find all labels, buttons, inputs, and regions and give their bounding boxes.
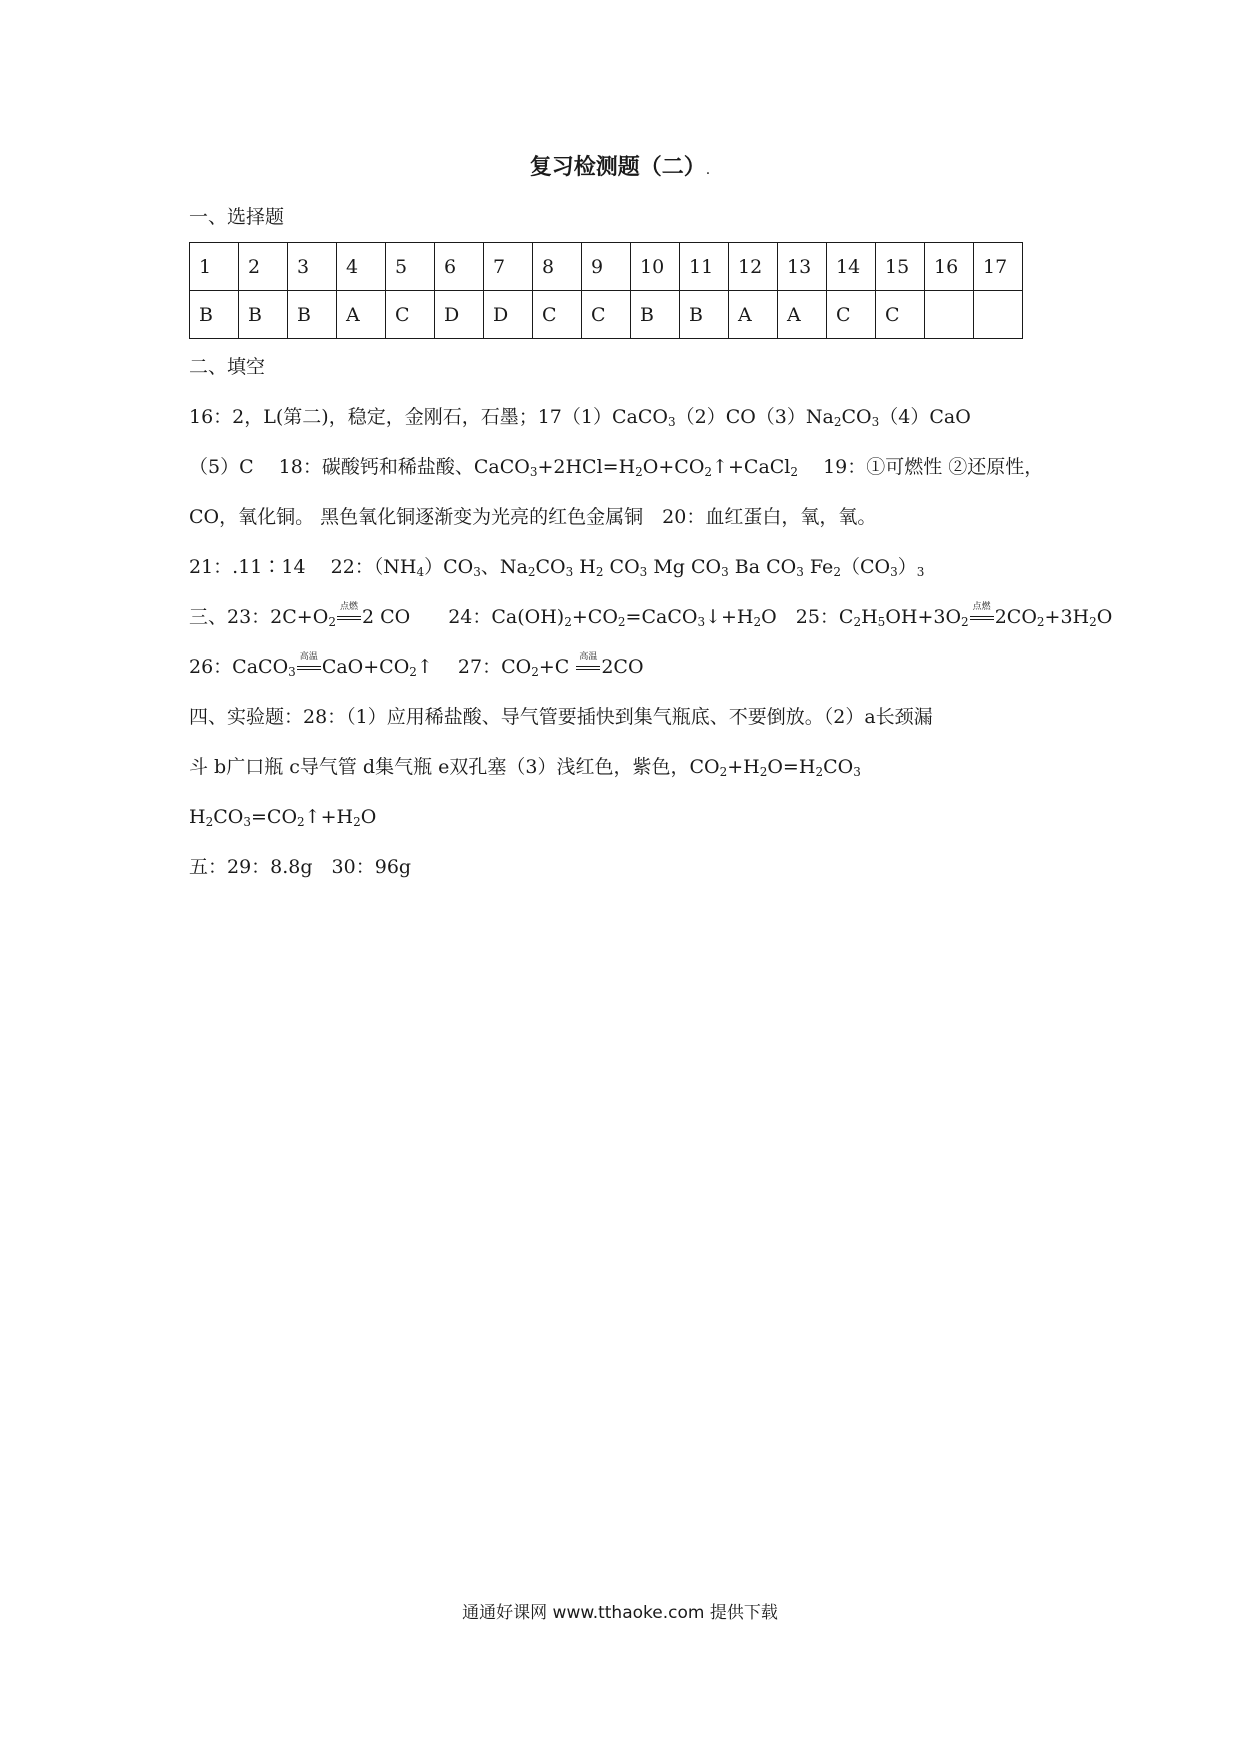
page-footer: 通通好课网 www.tthaoke.com 提供下载: [462, 1603, 778, 1623]
answer-cell: A: [778, 291, 827, 339]
question-number-row: [190, 243, 1023, 291]
answer-cell: C: [876, 291, 925, 339]
answer-cell: [925, 291, 974, 339]
answer-cell: C: [827, 291, 876, 339]
question-number: 7: [484, 243, 533, 291]
question-number: 11: [680, 243, 729, 291]
answer-table: [189, 242, 1023, 339]
answer-line-18-19: （5）C 18：碳酸钙和稀盐酸、$CaCO_3+2HCl=H_2O+CO_2↑+CaCl_2$ 19：①可燃性 ②还原性，: [189, 456, 1044, 479]
answer-line-16-17: 16：2，L(第二)，稳定，金刚石，石墨；$17(1)CaCO_3(2)CO(3)Na_2CO_3(4)CaO$: [189, 406, 971, 429]
answer-cell: C: [582, 291, 631, 339]
answer-cell: D: [435, 291, 484, 339]
ignite-condition: 点燃: [970, 613, 994, 623]
answer-cell: D: [484, 291, 533, 339]
high-temp-condition: 高温: [297, 663, 321, 673]
answer-line-29-30: 五：29：8.8g 30：96g: [189, 856, 412, 878]
answer-cell: B: [631, 291, 680, 339]
answer-cell: [974, 291, 1023, 339]
answer-cell: B: [239, 291, 288, 339]
section-heading-fill: 二、填空: [189, 356, 266, 378]
question-number: 8: [533, 243, 582, 291]
answer-line-26-27: 26：CaCO$_3$ 高温 $CaO+CO_2↑$ 27：$CO_2+C$ 高温 2CO: [189, 652, 644, 679]
question-number: 9: [582, 243, 631, 291]
question-number: 1: [190, 243, 239, 291]
question-number: 10: [631, 243, 680, 291]
answer-line-28-part2: 斗 b广口瓶 c导气管 d集气瓶 e双孔塞（3）浅红色，紫色，$CO_2+H_2O=H_2CO_3$: [189, 756, 861, 779]
ignite-condition: 点燃: [337, 613, 361, 623]
answer-cell: A: [337, 291, 386, 339]
answer-line-28-part3: $H_2CO_3=CO_2↑+H_2O$: [189, 806, 377, 829]
answer-cell: B: [288, 291, 337, 339]
question-number: 13: [778, 243, 827, 291]
question-number: 14: [827, 243, 876, 291]
question-number: 3: [288, 243, 337, 291]
answer-row: [190, 291, 1023, 339]
answer-cell: B: [680, 291, 729, 339]
answer-line-19-20: CO，氧化铜。 黑色氧化铜逐渐变为光亮的红色金属铜 20：血红蛋白，氧，氧。: [189, 506, 877, 528]
page-title: 复习检测题（二）.: [529, 155, 711, 180]
answer-cell: C: [533, 291, 582, 339]
question-number: 4: [337, 243, 386, 291]
answer-line-28-part1: 四、实验题：28：（1）应用稀盐酸、导气管要插快到集气瓶底、不要倒放。（2）a长颈漏: [189, 706, 933, 728]
question-number: 6: [435, 243, 484, 291]
question-number: 17: [974, 243, 1023, 291]
answer-cell: C: [386, 291, 435, 339]
high-temp-condition: 高温: [576, 663, 600, 673]
answer-line-21-22: 21：.11∶14 22：$(NH_4)CO_3$、$Na_2CO_3$ $H_2$ $CO_3$ Mg $CO_3$ Ba $CO_3$ $Fe_2(CO_3)_3$: [189, 556, 925, 579]
answer-line-23-25: 三、23：$2C+O_2$ 点燃 2 CO 24：$Ca(OH)_2+CO_2=CaCO_3↓+H_2O$ 25：$C_2H_5OH+3O_2$ 点燃 $2CO_2+3H_2O$: [189, 602, 1113, 629]
section-heading-choice: 一、选择题: [189, 206, 285, 228]
question-number: 15: [876, 243, 925, 291]
question-number: 12: [729, 243, 778, 291]
question-number: 5: [386, 243, 435, 291]
question-number: 2: [239, 243, 288, 291]
answer-cell: A: [729, 291, 778, 339]
answer-cell: B: [190, 291, 239, 339]
question-number: 16: [925, 243, 974, 291]
